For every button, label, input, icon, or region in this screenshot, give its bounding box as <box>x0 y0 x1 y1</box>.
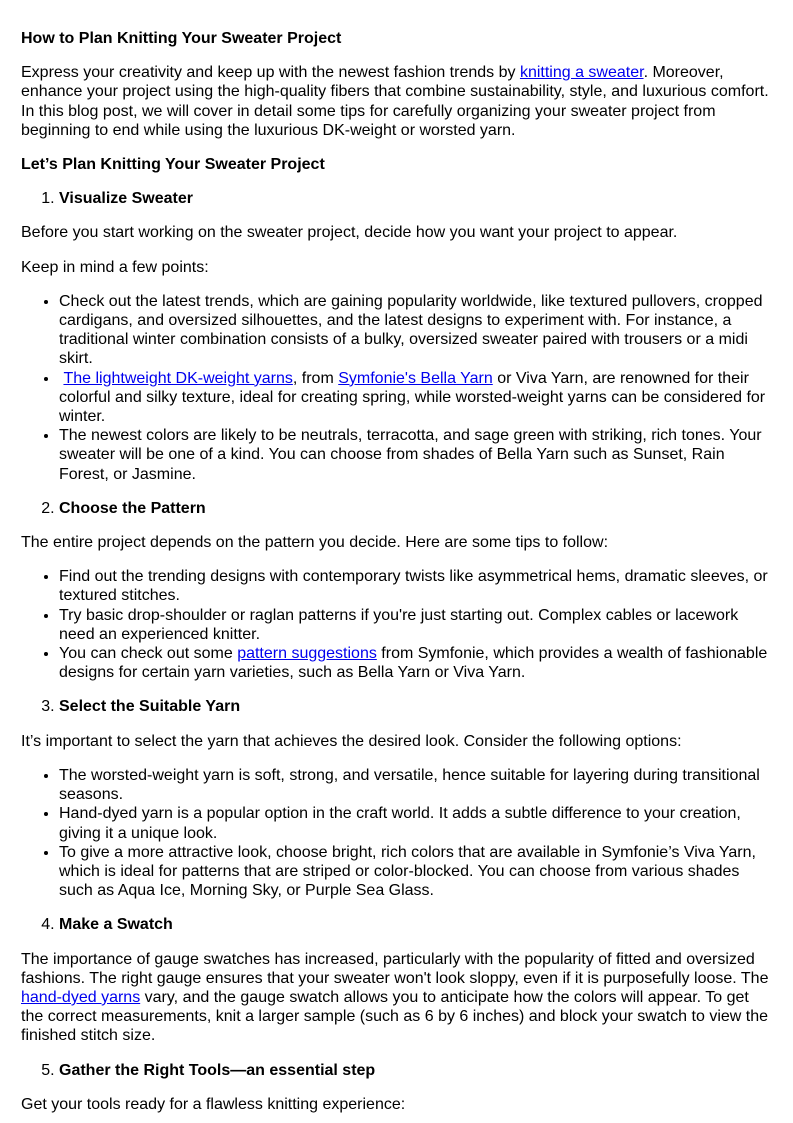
step-1-paragraph-2: Keep in mind a few points: <box>21 258 209 276</box>
dk-weight-yarns-link[interactable]: The lightweight DK-weight yarns <box>63 369 293 387</box>
step-2-heading: 2. Choose the Pattern <box>59 499 771 518</box>
step-2 <box>21 499 771 518</box>
step-2-paragraph: The entire project depends on the pattern you decide. Here are some tips to follow: <box>21 534 609 552</box>
list-item-text: from Symfonie, which provides a wealth of fashionable designs for certain yarn varieties, such as Bella Yarn or Viva Yarn. <box>59 645 768 682</box>
step-1-list <box>21 292 771 484</box>
list-item: • Find out the trending designs with contemporary twists like asymmetrical hems, dramatic sleeves, or textured stitches. <box>59 567 771 605</box>
step-4-paragraph <box>21 950 771 1046</box>
knitting-sweater-link[interactable]: knitting a sweater <box>519 64 644 82</box>
step-3 <box>21 697 771 716</box>
pattern-suggestions-link[interactable]: pattern suggestions <box>237 645 377 663</box>
step-4-heading: 4. Make a Swatch <box>59 915 771 934</box>
step-1-heading: 1. Visualize Sweater <box>59 189 771 208</box>
list-item: • To give a more attractive look, choose bright, rich colors that are available in Symfonie’s Viva Yarn, which is ideal for patterns that are striped or color-blocked. You can choose from various shades such as Aqua Ice, Morning Sky, or Purple Sea Glass. <box>59 843 771 901</box>
hand-dyed-yarns-link[interactable]: hand-dyed yarns <box>21 988 141 1006</box>
list-item-text: You can check out some <box>59 645 238 663</box>
step-1-paragraph-1: Before you start working on the sweater project, decide how you want your project to appear. <box>21 224 678 242</box>
step-3-heading: 3. Select the Suitable Yarn <box>59 697 771 716</box>
step-1 <box>21 189 771 208</box>
list-item <box>59 644 771 682</box>
step-3-list <box>21 766 771 900</box>
section-subtitle: Let’s Plan Knitting Your Sweater Project <box>21 156 325 174</box>
list-item: • Check out the latest trends, which are gaining popularity worldwide, like textured pullovers, cropped cardigans, and oversized silhouettes, and the latest designs to experiment with. For instance, a traditional winter combination consists of a bulky, oversized sweater paired with trousers or a midi skirt. <box>59 292 771 369</box>
list-item <box>59 369 771 427</box>
step-5 <box>21 1061 771 1080</box>
list-item: • Try basic drop-shoulder or raglan patterns if you're just starting out. Complex cables or lacework need an experienced knitter. <box>59 606 771 644</box>
step-3-paragraph: It’s important to select the yarn that achieves the desired look. Consider the following options: <box>21 732 682 750</box>
list-item-text: or Viva Yarn, are renowned for their colorful and silky texture, ideal for creating spring, while worsted-weight yarns can be considered for winter. <box>59 369 766 426</box>
paragraph-text: vary, and the gauge swatch allows you to anticipate how the colors will appear. To get the correct measurements, knit a larger sample (such as 6 by 6 inches) and block your swatch to view the finished stitch size. <box>21 988 769 1045</box>
step-5-paragraph: Get your tools ready for a flawless knitting experience: <box>21 1095 406 1113</box>
step-2-list <box>21 567 771 682</box>
list-item-text: , from <box>292 369 339 387</box>
bella-yarn-link[interactable]: Symfonie's Bella Yarn <box>338 369 493 387</box>
intro-text-after: . Moreover, enhance your project using the high-quality fibers that combine sustainability, style, and luxurious comfort. In this blog post, we will cover in detail some tips for carefully organizing your sweater project from beginning to end while using the luxurious DK-weight or worsted yarn. <box>21 64 769 139</box>
step-5-heading: 5. Gather the Right Tools—an essential step <box>59 1061 771 1080</box>
intro-text-before: Express your creativity and keep up with the newest fashion trends by <box>21 64 520 82</box>
step-4 <box>21 915 771 934</box>
list-item: • Hand-dyed yarn is a popular option in the craft world. It adds a subtle difference to your creation, giving it a unique look. <box>59 804 771 842</box>
paragraph-text: The importance of gauge swatches has increased, particularly with the popularity of fitted and oversized fashions. The right gauge ensures that your sweater won't look sloppy, even if it is purposefully loose. The <box>21 950 769 987</box>
list-item: • The worsted-weight yarn is soft, strong, and versatile, hence suitable for layering during transitional seasons. <box>59 766 771 804</box>
list-item: • The newest colors are likely to be neutrals, terracotta, and sage green with striking, rich tones. Your sweater will be one of a kind. You can choose from shades of Bella Yarn such as Sunset, Rain Forest, or Jasmine. <box>59 426 771 484</box>
page-title: How to Plan Knitting Your Sweater Project <box>21 30 342 47</box>
intro-paragraph <box>21 63 771 140</box>
